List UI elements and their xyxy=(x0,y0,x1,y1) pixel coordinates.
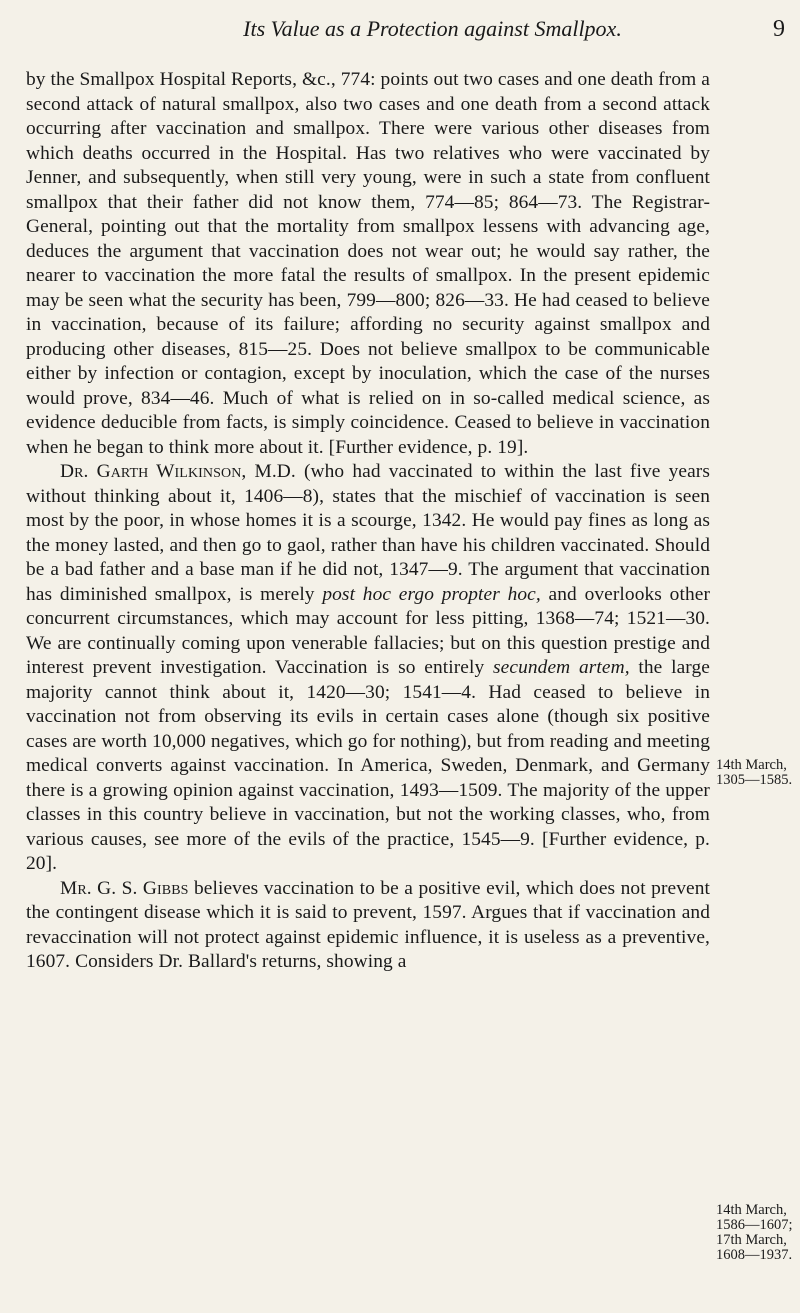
margin-note-line: 14th March, xyxy=(716,757,787,773)
paragraph-2-text-b: and overlooks other concurrent circumstances, which may account for less pitting, 1368—74; 1521—30. We are continually coming upon venerable fallacies; but on this question prestige and interest prevent investigation. Vaccination is so entirely xyxy=(26,583,711,678)
paragraph-2 xyxy=(26,460,710,877)
latin-phrase-secundem: secundem artem, xyxy=(493,657,630,678)
margin-note-gibbs xyxy=(716,1203,798,1263)
margin-note-line: 1608—1937. xyxy=(716,1247,793,1263)
witness-name-gibbs: Mr. G. S. Gibbs xyxy=(60,877,189,899)
paragraph-3-text: believes vaccination to be a positive evil, which does not prevent the contingent disease which it is said to prevent, 1597. Argues that if vaccination and revaccination will not protect against epidemic influence, it is useless as a preventive, 1607. Considers Dr. Ballard's returns, showing a xyxy=(26,877,710,972)
paragraph-1-text: by the Smallpox Hospital Reports, &c., 774: points out two cases and one death from a second attack of natural smallpox, also two cases and one death from a second attack occurring after vaccination and smallpox. There were various other diseases from which deaths occurred in the Hospital. Has two relatives who were vaccinated by Jenner, and subsequently, when still very young, were in such a state from confluent smallpox that their father did not know them, 774—85; 864—73. The Registrar-General, pointing out that the mortality from smallpox lessens with advancing age, deduces the argument that vaccination does not wear out; he would say rather, the nearer to vaccination the more fatal the results of smallpox. In the present epidemic may be seen what the security has been, 799—800; 826—33. He had ceased to believe in vaccination, because of its failure; affording no security against smallpox and producing other diseases, 815—25. Does not believe smallpox to be communicable either by infection or contagion, except by inoculation, which the case of the nurses would prove, 834—46. Much of what is relied on in so-called medical science, as evidence deducible from facts, is simply coincidence. Ceased to believe in vaccination when he began to think more about it. [Further evidence, p. 19]. xyxy=(26,69,710,458)
margin-note-wilkinson xyxy=(716,758,798,788)
margin-note-line: 17th March, xyxy=(716,1232,787,1248)
witness-name-wilkinson: Dr. Garth Wilkinson, M.D. xyxy=(60,461,296,482)
paragraph-3 xyxy=(26,877,710,975)
margin-note-line: 14th March, xyxy=(716,1202,787,1218)
paragraph-2-text-c: the large majority cannot think about it, 1420—30; 1541—4. Had ceased to believe in vaccination not from observing its evils in certain cases alone (though six positive cases are worth 10,000 negatives, which go for nothing), but from reading and meeting medical converts against vaccination. In America, Sweden, Denmark, and Germany there is a growing opinion against vaccination, 1493—1509. The majority of the upper classes in this country believe in vaccination, but not the working classes, who, from various causes, see more of the evils of the practice, 1545—9. [Further evidence, p. 20]. xyxy=(26,657,710,874)
paragraph-1 xyxy=(26,68,710,460)
margin-note-line: 1586—1607; xyxy=(716,1217,793,1233)
body-text xyxy=(26,68,710,975)
paragraph-2-text-a: (who had vaccinated to within the last five years without thinking about it, 1406—8), states that the mischief of vaccination is seen most by the poor, in whose homes it is a scourge, 1342. He would pay fines as long as the money lasted, and then go to gaol, rather than have his children vaccinated. Should be a bad father and a base man if he did not, 1347—9. The argument that vaccination has diminished smallpox, is merely xyxy=(26,461,710,605)
running-title: Its Value as a Protection against Smallpox. xyxy=(243,16,622,41)
latin-phrase-post-hoc: post hoc ergo propter hoc, xyxy=(322,583,541,605)
margin-note-line: 1305—1585. xyxy=(716,772,793,788)
page-number: 9 xyxy=(773,16,785,42)
page-header xyxy=(80,16,785,48)
